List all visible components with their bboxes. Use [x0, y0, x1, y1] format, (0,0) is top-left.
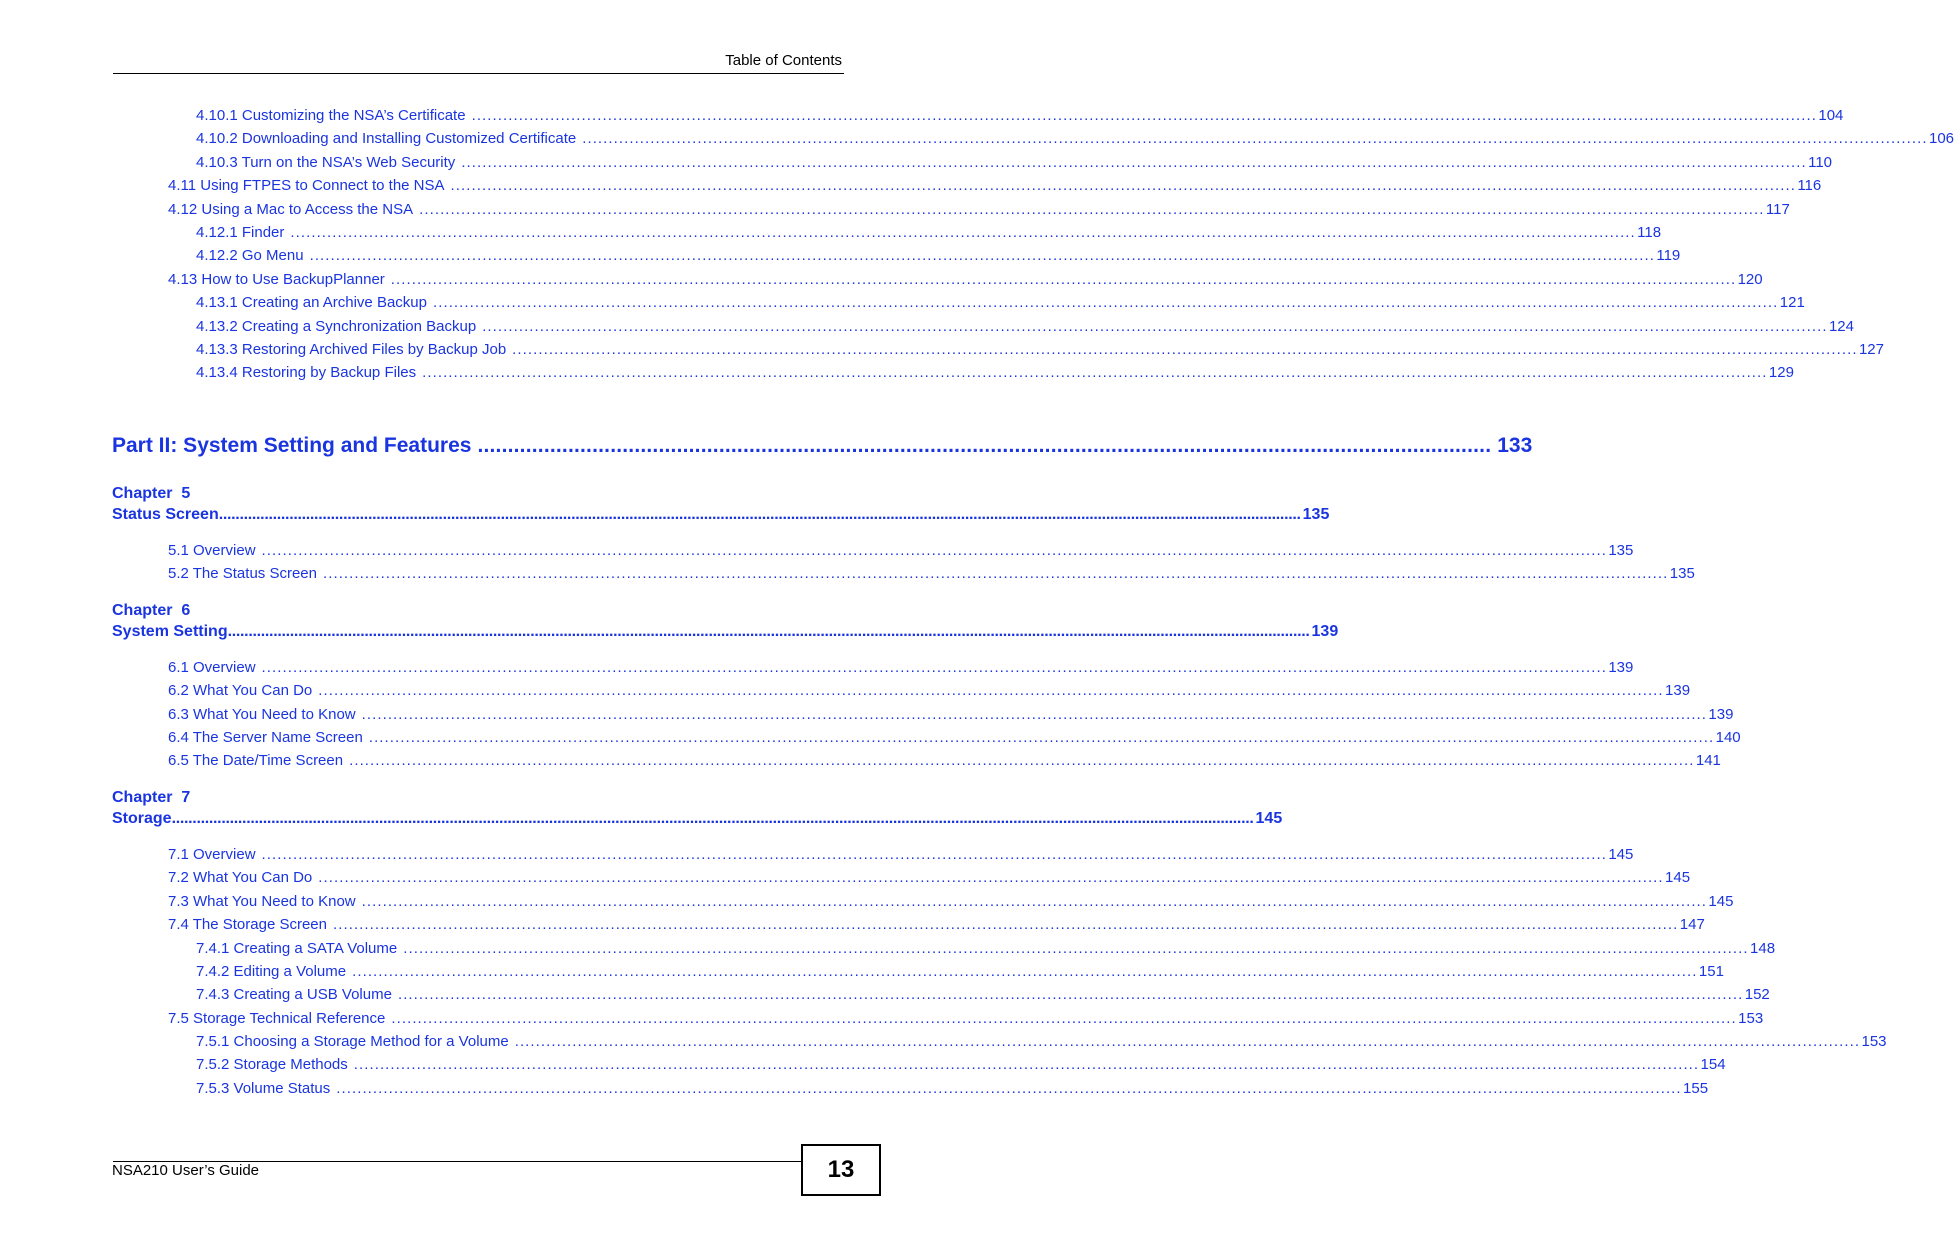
- toc-entry-page: 153: [1738, 1010, 1764, 1027]
- toc-entry[interactable]: [0, 1056, 1726, 1073]
- toc-entry-page: 145: [1708, 893, 1734, 910]
- toc-entry-page: 139: [1708, 706, 1734, 723]
- header-rule: [113, 73, 844, 74]
- toc-entry[interactable]: [0, 565, 1695, 582]
- toc-entry[interactable]: [0, 729, 1741, 746]
- toc-entry[interactable]: [0, 130, 1954, 147]
- toc-entry-page: 145: [1665, 869, 1691, 886]
- toc-entry[interactable]: [0, 154, 1833, 171]
- toc-entry-label: 6.4 The Server Name Screen: [168, 729, 363, 746]
- toc-entry-label: 4.10.3 Turn on the NSA’s Web Security: [196, 154, 456, 171]
- toc-entry-page: 154: [1700, 1056, 1726, 1073]
- toc-entry[interactable]: [0, 1080, 1709, 1097]
- toc-entry-page: 152: [1744, 986, 1770, 1003]
- toc-entry-page: 145: [1608, 846, 1634, 863]
- toc-entry[interactable]: [0, 224, 1662, 241]
- toc-entry-label: 5.2 The Status Screen: [168, 565, 317, 582]
- chapter-title-link[interactable]: [0, 623, 1339, 641]
- toc-entry-page: 148: [1750, 940, 1776, 957]
- toc-entry[interactable]: [0, 1033, 1887, 1050]
- toc-entry-page: 129: [1768, 364, 1794, 381]
- chapter-title: Storage: [112, 810, 172, 827]
- toc-entry[interactable]: [0, 294, 1805, 311]
- toc-entry-label: 4.10.1 Customizing the NSA’s Certificate: [196, 107, 466, 124]
- toc-entry-page: 135: [1669, 565, 1695, 582]
- toc-entry[interactable]: [0, 682, 1691, 699]
- toc-entry-label: 5.1 Overview: [168, 542, 256, 559]
- guide-title: NSA210 User’s Guide: [112, 1162, 260, 1179]
- toc-entry-label: 4.10.2 Downloading and Installing Customized Certificate: [196, 130, 577, 147]
- toc-entry-page: 110: [1808, 154, 1833, 171]
- toc-entry[interactable]: [0, 846, 1634, 863]
- toc-entry[interactable]: [0, 364, 1794, 381]
- toc-entry[interactable]: [0, 752, 1721, 769]
- toc-entry-label: 4.11 Using FTPES to Connect to the NSA: [168, 177, 445, 194]
- running-header: Table of Contents: [725, 52, 842, 69]
- toc-entry-page: 124: [1828, 318, 1854, 335]
- toc-entry-page: 127: [1858, 341, 1884, 358]
- toc-entry-label: 7.3 What You Need to Know: [168, 893, 356, 910]
- toc-entry-label: 7.5.2 Storage Methods: [196, 1056, 348, 1073]
- toc-entry-label: 4.13.2 Creating a Synchronization Backup: [196, 318, 477, 335]
- chapter-label: Chapter 6: [112, 602, 191, 619]
- toc-entry-page: 153: [1861, 1033, 1887, 1050]
- toc-entry-label: 4.13.3 Restoring Archived Files by Backup Job: [196, 341, 507, 358]
- toc-entry-page: 141: [1695, 752, 1721, 769]
- toc-entry[interactable]: [0, 107, 1844, 124]
- toc-entry-label: 6.2 What You Can Do: [168, 682, 313, 699]
- toc-entry-label: 6.3 What You Need to Know: [168, 706, 356, 723]
- toc-entry[interactable]: [0, 893, 1734, 910]
- toc-entry-label: 7.1 Overview: [168, 846, 256, 863]
- toc-entry-label: 4.12 Using a Mac to Access the NSA: [168, 201, 414, 218]
- toc-entry-label: 4.12.1 Finder: [196, 224, 285, 241]
- toc-entry[interactable]: [0, 1010, 1764, 1027]
- toc-entry-page: 140: [1715, 729, 1741, 746]
- toc-entry-page: 139: [1608, 659, 1634, 676]
- toc-entry-label: 4.12.2 Go Menu: [196, 247, 304, 264]
- toc-entry-page: 147: [1679, 916, 1705, 933]
- toc-entry[interactable]: [0, 201, 1790, 218]
- toc-entry[interactable]: [0, 542, 1634, 559]
- toc-entry-page: 104: [1818, 107, 1844, 124]
- part-heading[interactable]: [0, 434, 1533, 458]
- toc-entry-label: 7.4.2 Editing a Volume: [196, 963, 347, 980]
- toc-entry[interactable]: [0, 341, 1884, 358]
- toc-entry-label: 7.5 Storage Technical Reference: [168, 1010, 386, 1027]
- part-page: 133: [1497, 434, 1533, 457]
- toc-entry[interactable]: [0, 869, 1691, 886]
- toc-entry-label: 4.13 How to Use BackupPlanner: [168, 271, 385, 288]
- toc-entry-page: 116: [1797, 177, 1822, 194]
- chapter-title: System Setting: [112, 623, 228, 640]
- toc-entry-label: 6.5 The Date/Time Screen: [168, 752, 344, 769]
- toc-entry[interactable]: [0, 318, 1854, 335]
- chapter-page: 135: [1302, 506, 1330, 523]
- toc-entry-label: 4.13.4 Restoring by Backup Files: [196, 364, 417, 381]
- chapter-label: Chapter 7: [112, 789, 191, 806]
- toc-entry[interactable]: [0, 986, 1770, 1003]
- toc-entry[interactable]: [0, 271, 1763, 288]
- toc-entry-page: 139: [1665, 682, 1691, 699]
- toc-entry-page: 106: [1929, 130, 1954, 147]
- chapter-page: 145: [1255, 810, 1283, 827]
- toc-entry-page: 135: [1608, 542, 1634, 559]
- toc-entry-page: 121: [1779, 294, 1805, 311]
- toc-entry-label: 7.5.1 Choosing a Storage Method for a Volume: [196, 1033, 509, 1050]
- toc-entry-label: 7.2 What You Can Do: [168, 869, 313, 886]
- toc-entry-label: 7.4.3 Creating a USB Volume: [196, 986, 392, 1003]
- chapter-title-link[interactable]: [0, 810, 1283, 828]
- toc-entry-label: 7.4 The Storage Screen: [168, 916, 327, 933]
- toc-entry[interactable]: [0, 940, 1776, 957]
- chapter-page: 139: [1311, 623, 1339, 640]
- toc-entry[interactable]: [0, 659, 1634, 676]
- toc-entry-page: 120: [1737, 271, 1763, 288]
- toc-entry-page: 118: [1637, 224, 1662, 241]
- toc-entry-label: 4.13.1 Creating an Archive Backup: [196, 294, 427, 311]
- toc-entry-page: 155: [1683, 1080, 1709, 1097]
- chapter-title: Status Screen: [112, 506, 219, 523]
- part-label: Part II: System Setting and Features: [112, 434, 472, 457]
- toc-entry-page: 117: [1765, 201, 1790, 218]
- toc-entry-label: 6.1 Overview: [168, 659, 256, 676]
- toc-entry[interactable]: [0, 177, 1822, 194]
- toc-entry[interactable]: [0, 247, 1681, 264]
- toc-entry[interactable]: [0, 916, 1705, 933]
- toc-entry[interactable]: [0, 963, 1724, 980]
- toc-entry-page: 151: [1698, 963, 1724, 980]
- toc-entry-label: 7.4.1 Creating a SATA Volume: [196, 940, 398, 957]
- toc-entry-page: 119: [1656, 247, 1681, 264]
- chapter-label: Chapter 5: [112, 485, 191, 502]
- chapter-title-link[interactable]: [0, 506, 1330, 524]
- toc-entry-label: 7.5.3 Volume Status: [196, 1080, 331, 1097]
- page-number: 13: [801, 1144, 881, 1196]
- toc-entry[interactable]: [0, 706, 1734, 723]
